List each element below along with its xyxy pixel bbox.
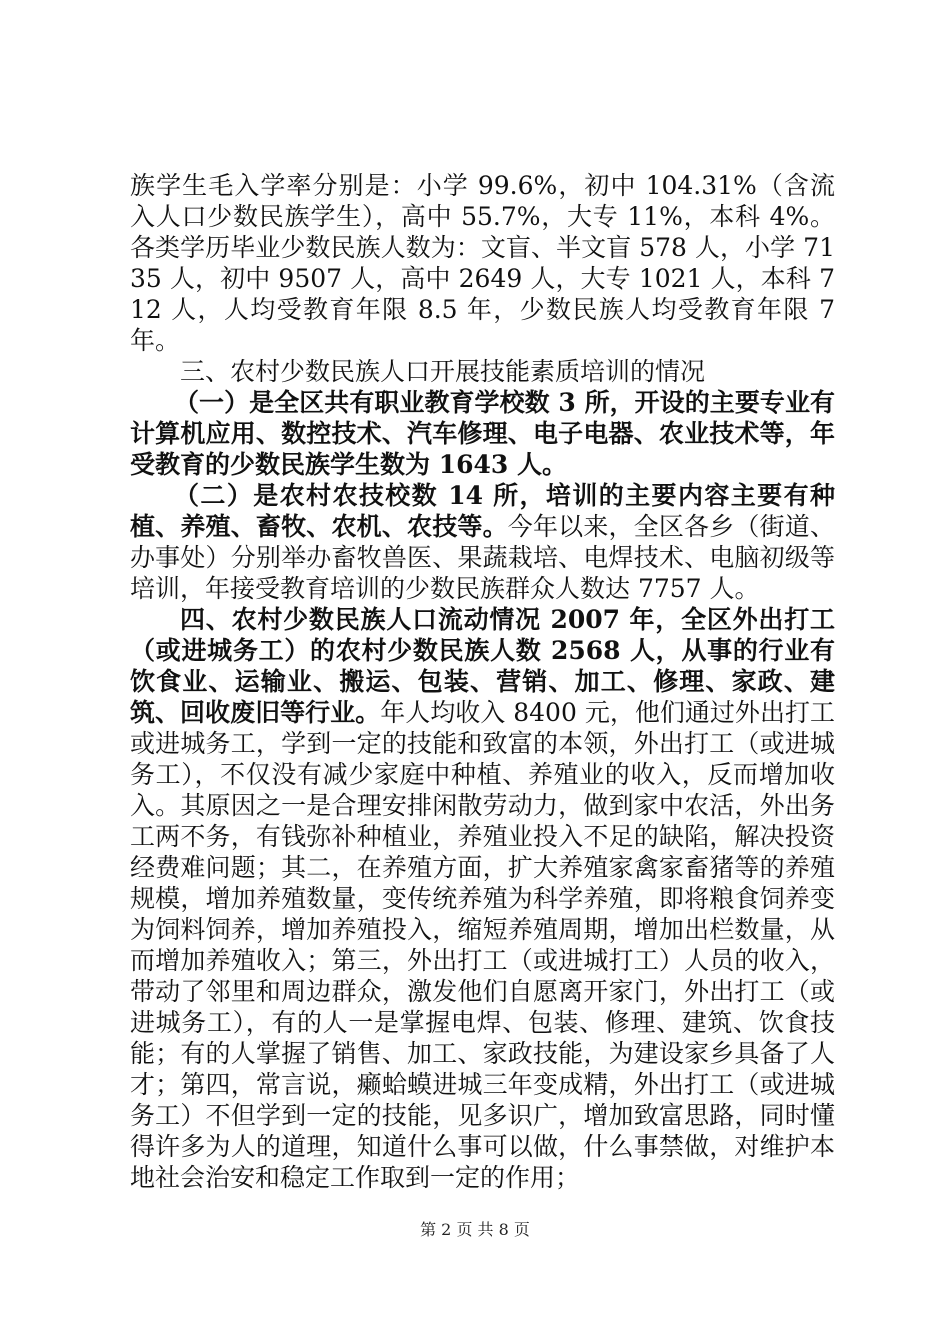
paragraph-5 (130, 604, 835, 1193)
paragraph-3-bold: （一）是全区共有职业教育学校数 3 所，开设的主要专业有计算机应用、数控技术、汽车修理、电子电器、农业技术等，年受教育的少数民族学生数为 1643 人。 (130, 388, 835, 479)
paragraph-4-text: 今年以来，全区各乡（街道、办事处）分别举办畜牧兽医、果蔬栽培、电焊技术、电脑初级等培训，年接受教育培训的少数民族群众人数达 7757 人。 (130, 512, 835, 603)
section-heading-3-text: 三、农村少数民族人口开展技能素质培训的情况 (180, 357, 706, 386)
section-heading-3 (130, 356, 835, 387)
paragraph-5-bold: 四、农村少数民族人口流动情况 2007 年，全区外出打工（或进城务工）的农村少数民族人数 2568 人，从事的行业有饮食业、运输业、搬运、包装、营销、加工、修理、家政、建筑、回收废旧等行业。 (130, 605, 835, 727)
document-body (130, 170, 835, 1193)
page-footer: 第 2 页 共 8 页 (420, 1220, 530, 1239)
paragraph-1-text: 族学生毛入学率分别是：小学 99.6%，初中 104.31%（含流入人口少数民族学生），高中 55.7%，大专 11%，本科 4%。各类学历毕业少数民族人数为：文盲、半文盲 578 人，小学 7135 人，初中 9507 人，高中 2649 人，大专 1021 人，本科 712 人，人均受教育年限 8.5 年，少数民族人均受教育年限 7 年。 (130, 171, 835, 355)
paragraph-5-text: 年人均收入 8400 元，他们通过外出打工或进城务工，学到一定的技能和致富的本领，外出打工（或进城务工），不仅没有减少家庭中种植、养殖业的收入，反而增加收入。其原因之一是合理安排闲散劳动力，做到家中农活，外出务工两不务，有钱弥补种植业，养殖业投入不足的缺陷，解决投资经费难问题；其二，在养殖方面，扩大养殖家禽家畜猪等的养殖规模，增加养殖数量，变传统养殖为科学养殖，即将粮食饲养变为饲料饲养，增加养殖投入，缩短养殖周期，增加出栏数量，从而增加养殖收入；第三，外出打工（或进城打工）人员的收入，带动了邻里和周边群众，激发他们自愿离开家门，外出打工（或进城务工），有的人一是掌握电焊、包装、修理、建筑、饮食技能；有的人掌握了销售、加工、家政技能，为建设家乡具备了人才；第四，常言说，癞蛤蟆进城三年变成精，外出打工（或进城务工）不但学到一定的技能，见多识广，增加致富思路，同时懂得许多为人的道理，知道什么事可以做，什么事禁做，对维护本地社会治安和稳定工作取到一定的作用； (130, 698, 835, 1192)
paragraph-3 (130, 387, 835, 480)
paragraph-4 (130, 480, 835, 604)
paragraph-4-bold: （二）是农村农技校数 14 所，培训的主要内容主要有种植、养殖、畜牧、农机、农技等。 (130, 481, 835, 541)
paragraph-1 (130, 170, 835, 356)
